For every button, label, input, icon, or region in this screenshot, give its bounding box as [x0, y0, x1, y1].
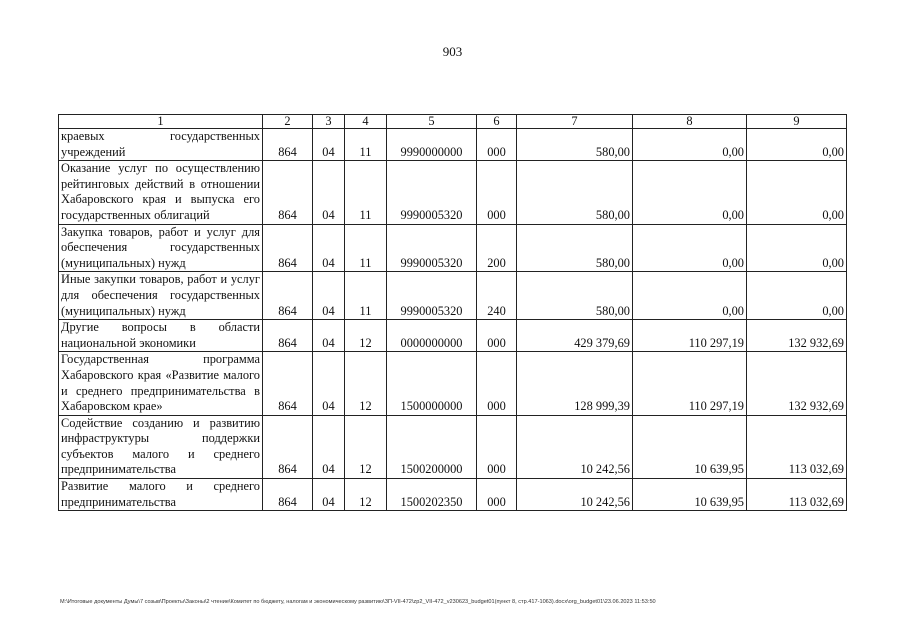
table-row: [59, 129, 847, 161]
table-row: [59, 224, 847, 272]
cell-amount-7: 429 379,69: [517, 320, 633, 352]
cell-amount-7: 10 242,56: [517, 415, 633, 478]
cell-expense-type: 000: [477, 352, 517, 415]
cell-expense-type: 000: [477, 479, 517, 511]
cell-expense-type: 240: [477, 272, 517, 320]
cell-section: 04: [313, 320, 345, 352]
cell-amount-7: 580,00: [517, 224, 633, 272]
col-header-8: 8: [633, 115, 747, 129]
cell-subsection: 12: [345, 479, 387, 511]
cell-section: 04: [313, 161, 345, 224]
cell-amount-9: 132 932,69: [747, 320, 847, 352]
header-row: [59, 115, 847, 129]
cell-section: 04: [313, 479, 345, 511]
cell-expense-type: 200: [477, 224, 517, 272]
table-row: [59, 352, 847, 415]
cell-expense-type: 000: [477, 415, 517, 478]
cell-section: 04: [313, 272, 345, 320]
cell-expense-type: 000: [477, 320, 517, 352]
cell-target-article: 1500200000: [387, 415, 477, 478]
cell-amount-7: 10 242,56: [517, 479, 633, 511]
cell-subsection: 12: [345, 320, 387, 352]
col-header-4: 4: [345, 115, 387, 129]
cell-admin-code: 864: [263, 352, 313, 415]
cell-section: 04: [313, 352, 345, 415]
table-row: [59, 272, 847, 320]
cell-target-article: 9990005320: [387, 224, 477, 272]
col-header-1: 1: [59, 115, 263, 129]
cell-amount-7: 128 999,39: [517, 352, 633, 415]
cell-section: 04: [313, 415, 345, 478]
cell-target-article: 0000000000: [387, 320, 477, 352]
cell-amount-8: 0,00: [633, 129, 747, 161]
page-number: 903: [442, 44, 463, 59]
cell-admin-code: 864: [263, 272, 313, 320]
cell-amount-8: 0,00: [633, 272, 747, 320]
cell-amount-7: 580,00: [517, 161, 633, 224]
cell-target-article: 1500202350: [387, 479, 477, 511]
cell-target-article: 1500000000: [387, 352, 477, 415]
table-row: [59, 161, 847, 224]
cell-admin-code: 864: [263, 415, 313, 478]
cell-amount-8: 0,00: [633, 161, 747, 224]
cell-subsection: 11: [345, 161, 387, 224]
row-name: краевых государственных учреждений: [59, 129, 263, 161]
row-name: Оказание услуг по осуществлению рейтинговых действий в отношении Хабаровского края и выпуска его государственных облигаций: [59, 161, 263, 224]
cell-target-article: 9990005320: [387, 272, 477, 320]
cell-admin-code: 864: [263, 479, 313, 511]
budget-table: [58, 114, 847, 511]
row-name: Развитие малого и среднего предпринимательства: [59, 479, 263, 511]
table-row: [59, 479, 847, 511]
cell-amount-7: 580,00: [517, 129, 633, 161]
row-name: Другие вопросы в области национальной экономики: [59, 320, 263, 352]
cell-amount-9: 113 032,69: [747, 415, 847, 478]
cell-subsection: 11: [345, 129, 387, 161]
row-name: Иные закупки товаров, работ и услуг для обеспечения государственных (муниципальных) нужд: [59, 272, 263, 320]
row-name: Государственная программа Хабаровского края «Развитие малого и среднего предпринимательства в Хабаровском крае»: [59, 352, 263, 415]
cell-amount-9: 0,00: [747, 272, 847, 320]
cell-amount-8: 110 297,19: [633, 352, 747, 415]
file-path-footer: М:\Итоговые документы Думы\7 созыв\Проекты\Законы\2 чтение\Комитет по бюджету, налогам и экономическому развитию\ЗП-VII-472\zp2_VII-472_v230623_budget01(пункт 8, стр.417-1063).docx\org_budget01\23.06.2023 11:53:50: [60, 599, 656, 605]
cell-subsection: 12: [345, 352, 387, 415]
cell-admin-code: 864: [263, 161, 313, 224]
cell-amount-8: 10 639,95: [633, 415, 747, 478]
col-header-6: 6: [477, 115, 517, 129]
cell-section: 04: [313, 224, 345, 272]
cell-target-article: 9990000000: [387, 129, 477, 161]
cell-amount-9: 0,00: [747, 129, 847, 161]
cell-subsection: 12: [345, 415, 387, 478]
col-header-3: 3: [313, 115, 345, 129]
cell-target-article: 9990005320: [387, 161, 477, 224]
cell-amount-9: 0,00: [747, 161, 847, 224]
cell-expense-type: 000: [477, 161, 517, 224]
cell-admin-code: 864: [263, 224, 313, 272]
table-row: [59, 415, 847, 478]
table-row: [59, 320, 847, 352]
cell-amount-7: 580,00: [517, 272, 633, 320]
cell-amount-9: 113 032,69: [747, 479, 847, 511]
col-header-2: 2: [263, 115, 313, 129]
cell-admin-code: 864: [263, 129, 313, 161]
col-header-7: 7: [517, 115, 633, 129]
cell-amount-8: 10 639,95: [633, 479, 747, 511]
row-name: Содействие созданию и развитию инфраструктуры поддержки субъектов малого и среднего предпринимательства: [59, 415, 263, 478]
cell-amount-8: 110 297,19: [633, 320, 747, 352]
row-name: Закупка товаров, работ и услуг для обеспечения государственных (муниципальных) нужд: [59, 224, 263, 272]
cell-expense-type: 000: [477, 129, 517, 161]
cell-section: 04: [313, 129, 345, 161]
cell-subsection: 11: [345, 272, 387, 320]
cell-amount-9: 132 932,69: [747, 352, 847, 415]
cell-admin-code: 864: [263, 320, 313, 352]
col-header-5: 5: [387, 115, 477, 129]
cell-amount-9: 0,00: [747, 224, 847, 272]
col-header-9: 9: [747, 115, 847, 129]
cell-subsection: 11: [345, 224, 387, 272]
cell-amount-8: 0,00: [633, 224, 747, 272]
